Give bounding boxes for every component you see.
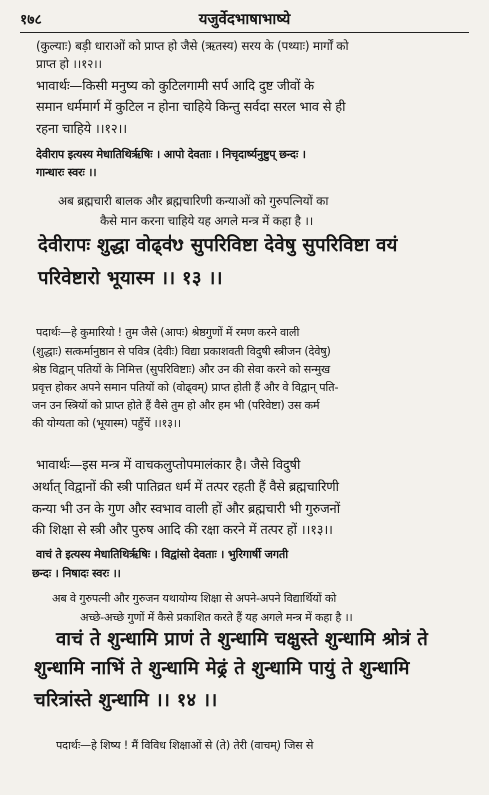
text-line: जन उन स्त्रियों को प्राप्त होते हैं वैसे तुम हो और हम भी (परिवेष्टा) उस कर्म — [32, 399, 320, 412]
rishi-devata-line: देवीराप इत्यस्य मेधातिथिर्ऋषिः । आपो देवताः । निचृदार्ष्यनुष्टुप् छन्दः । — [36, 148, 306, 161]
mantra-line: वाचं ते शुन्धामि प्राणं ते शुन्धामि चक्षुस्ते शुन्धामि श्रोत्रं ते — [56, 629, 428, 650]
mantra-line: देवीरापः शुद्धा वोढ्व॑ᳪ सुपरिविष्टा देवेषु सुपरिविष्टा वयं — [38, 235, 398, 256]
intro-line: अब ब्रह्मचारी बालक और ब्रह्मचारिणी कन्याओं को गुरुपत्नियों का — [58, 194, 329, 208]
text-line: समान धर्ममार्ग में कुटिल न होना चाहिये किन्तु सर्वदा सरल भाव से ही — [36, 100, 346, 115]
text-line: भावार्थः—इस मन्त्र में वाचकलुप्तोपमालंकार है। जैसे विदुषी — [36, 458, 301, 473]
intro-line: अब वे गुरुपत्नी और गुरुजन यथायोग्य शिक्षा से अपने-अपने विद्यार्थियों को — [52, 592, 337, 605]
swara-line: छन्दः । निषादः स्वरः ।। — [32, 567, 121, 580]
rishi-devata-line: वाचं ते इत्यस्य मेधातिथिर्ऋषिः । विद्वांसो देवताः । भुरिगार्षी जगती — [36, 548, 288, 561]
intro-line: अच्छे-अच्छे गुणों में कैसे प्रकाशित करते हैं यह अगले मन्त्र में कहा है ।। — [80, 611, 353, 624]
text-line: रहना चाहिये ।।१२।। — [36, 122, 127, 137]
page-number: १७८ — [20, 12, 42, 28]
text-line: की योग्यता को (भूयास्म) पहुँचें ।।१३।। — [32, 417, 181, 430]
text-line: की शिक्षा से स्त्री और पुरुष आदि की रक्षा करने में तत्पर हों ।।१३।। — [32, 523, 333, 538]
text-line: पदार्थः—हे कुमारियो ! तुम जैसे (आपः) श्रेष्ठगुणों में रमण करने वाली — [36, 326, 300, 339]
mantra-line: चरित्रांस्ते शुन्धामि ।। १४ ।। — [34, 690, 218, 711]
text-line: पदार्थः—हे शिष्य ! मैं विविध शिक्षाओं से (ते) तेरी (वाचम्) जिस से — [56, 739, 314, 752]
intro-line: कैसे मान करना चाहिये यह अगले मन्त्र में कहा है ।। — [100, 214, 314, 228]
running-title: यजुर्वेदभाषाभाष्ये — [198, 10, 291, 28]
page-header — [20, 8, 469, 33]
text-line: श्रेष्ठ विद्वान् पतियों के निमित्त (सुपरिविष्टाः) और उन की सेवा करने को सन्मुख — [32, 363, 330, 376]
text-line: (शुद्धाः) सत्कर्मानुष्ठान से पवित्र (देवीः) विद्या प्रकाशवती विदुषी स्त्रीजन (देवेषु) — [32, 345, 331, 358]
text-line: कन्या भी उन के गुण और स्वभाव वाली हों और ब्रह्मचारी भी गुरुजनों — [32, 502, 340, 517]
text-line: भावार्थः—किसी मनुष्य को कुटिलगामी सर्प आदि दुष्ट जीवों के — [36, 79, 314, 94]
mantra-line: परिवेष्टारो भूयास्म ।। १३ ।। — [38, 268, 223, 289]
text-line: अर्थात् विद्वानों की स्त्री पातिव्रत धर्म में तत्पर रहती हैं वैसे ब्रह्मचारिणी — [32, 480, 339, 495]
text-line: (कुल्याः) बड़ी धाराओं को प्राप्त हो जैसे (ऋतस्य) सरय के (पथ्याः) मार्गों को — [36, 39, 349, 53]
mantra-line: शुन्धामि नाभिं ते शुन्धामि मेढ्रं ते शुन्धामि पायुं ते शुन्धामि — [34, 658, 410, 679]
swara-line: गान्धारः स्वरः ।। — [36, 166, 97, 179]
text-line: प्रवृत्त होकर अपने समान पतियों को (वोढ्वम्) प्राप्त होती हैं और वे विद्वान् पति- — [32, 381, 339, 394]
text-line: प्राप्त हो ।।१२।। — [36, 57, 102, 71]
